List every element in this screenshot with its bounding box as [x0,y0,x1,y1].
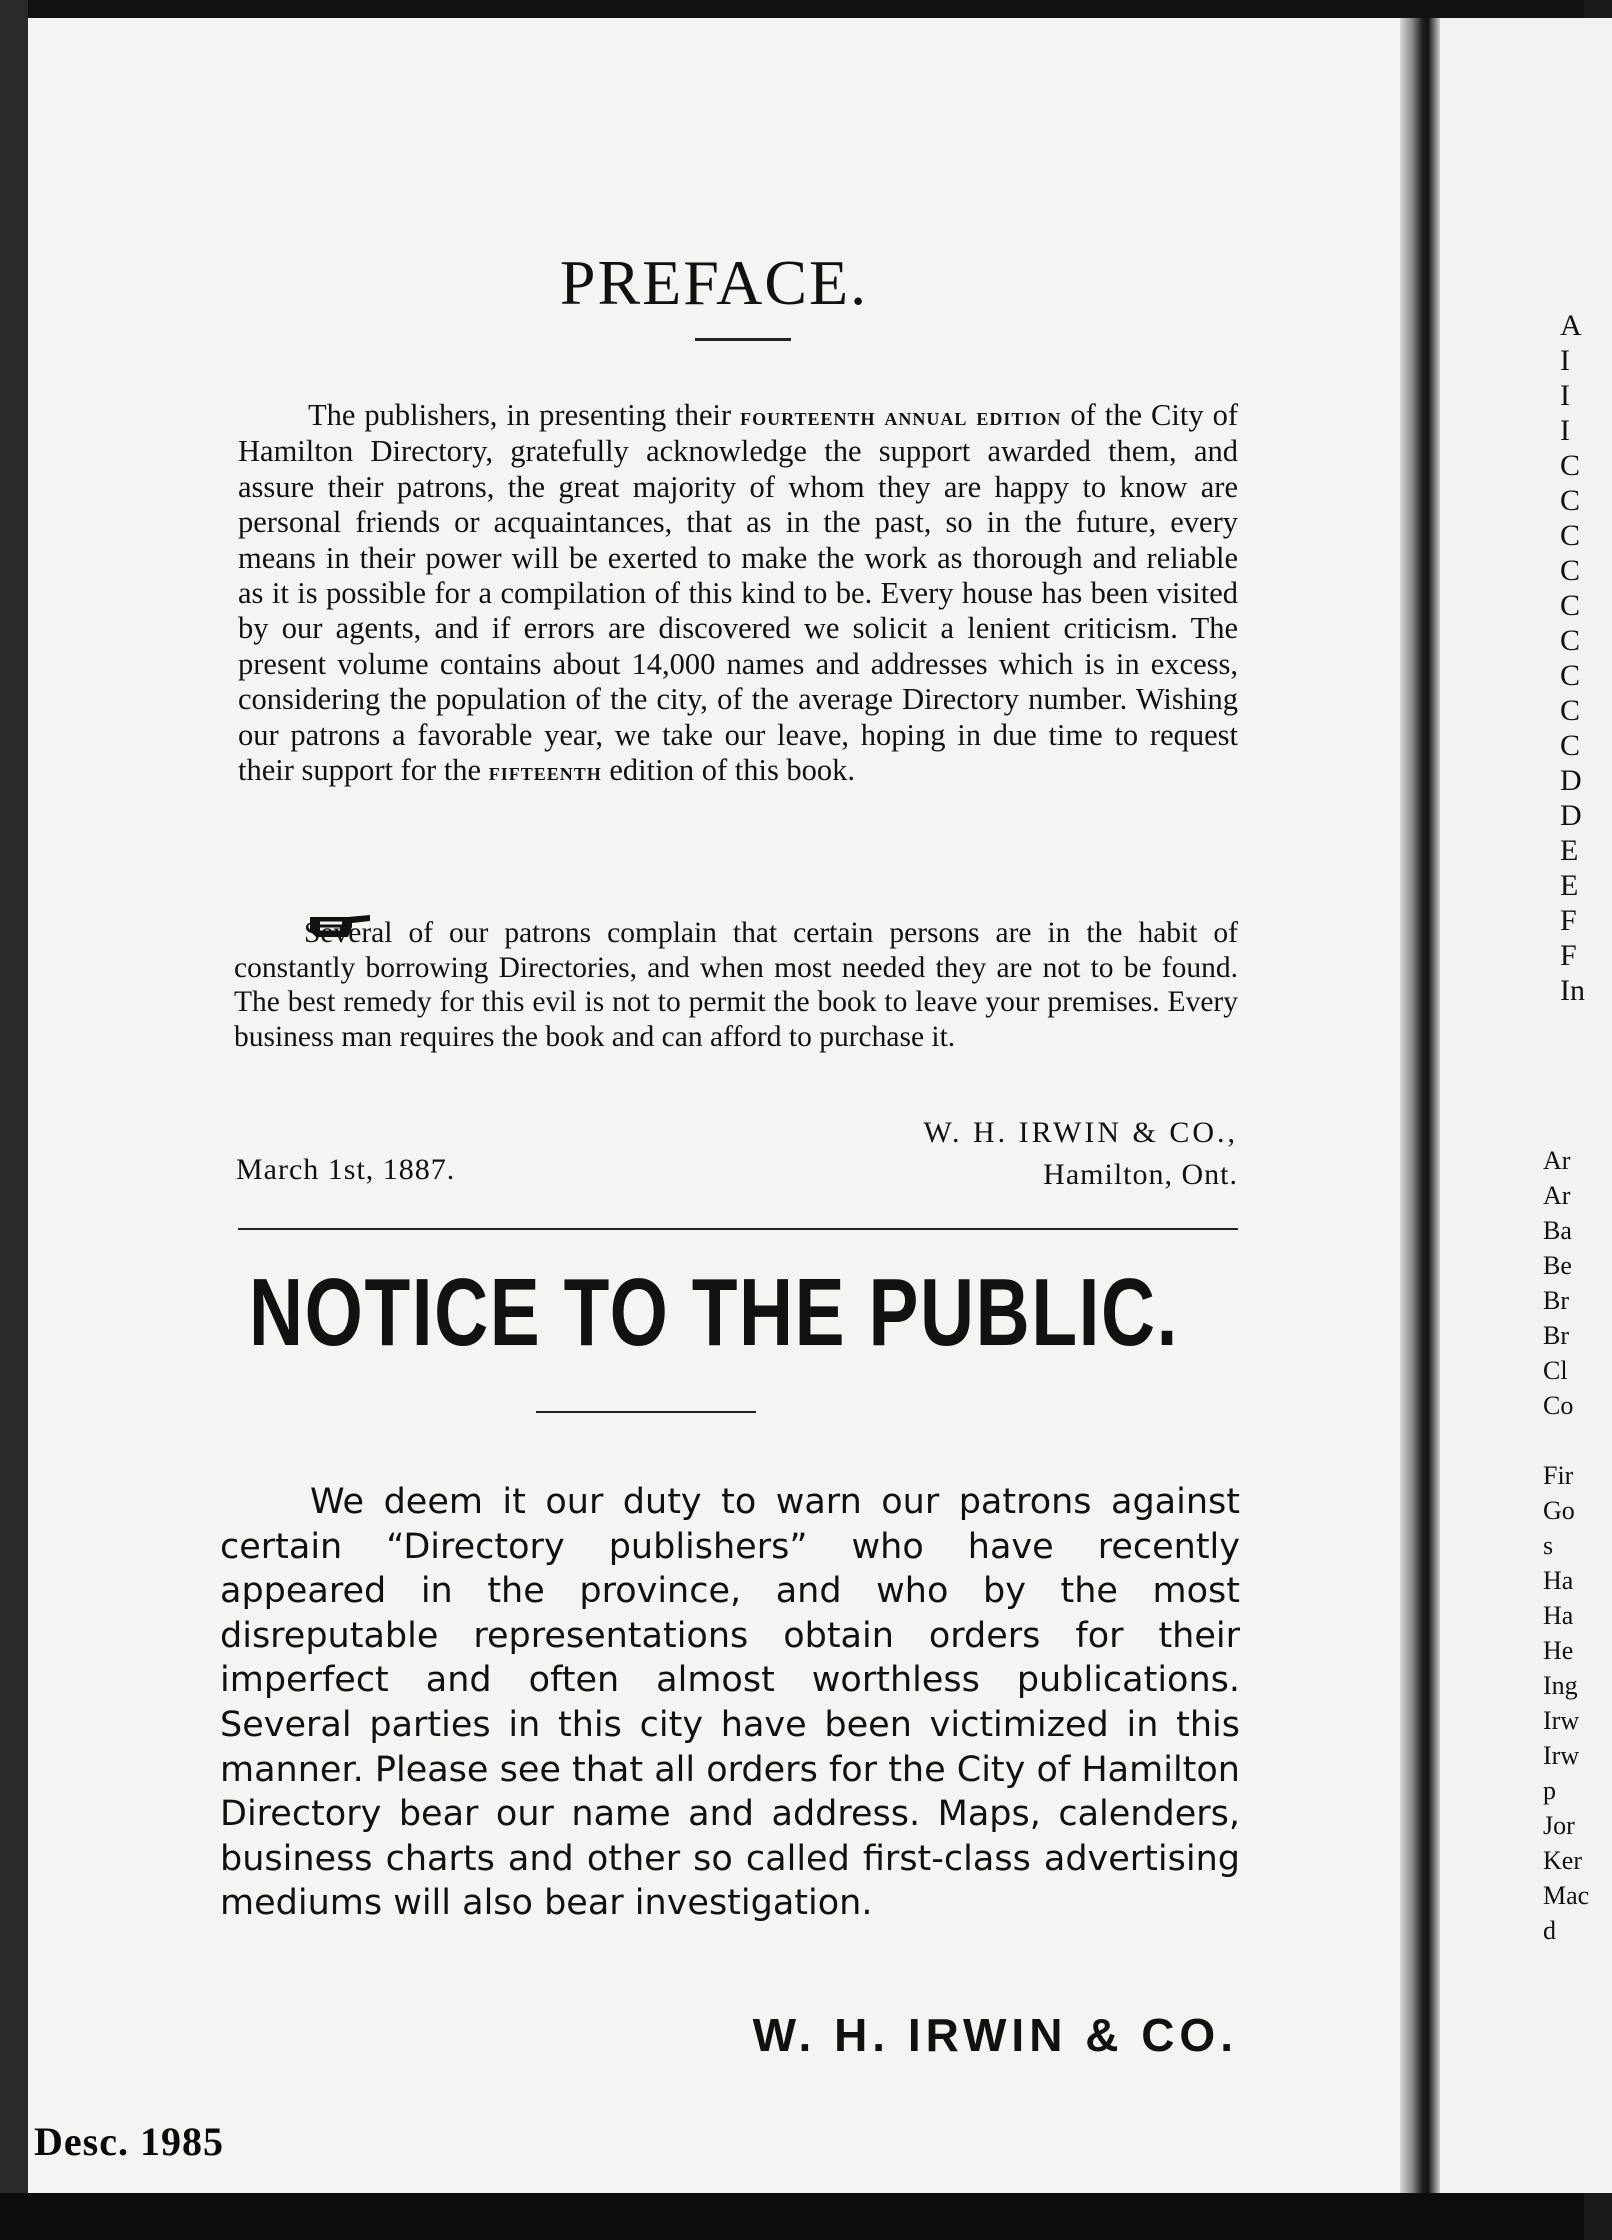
facing-page-fragment: Cl [1543,1356,1568,1385]
facing-page-fragment: C [1560,554,1581,587]
notice-body: We deem it our duty to warn our patrons against certain “Directory publishers” who have recently appeared in the province, and who by the most disreputable representations obtain orders for their imperfect and often almost worthless publications. Several parties in this city have been victimized in this manner. Please see that all orders for the City of Hamilton Directory bear our name and address. Maps, calenders, business charts and other so called first-class advertising mediums will also bear investigation. [220,1482,1240,1924]
facing-page-fragment: d [1543,1916,1556,1945]
facing-page-fragment: C [1560,729,1581,762]
preface-title: PREFACE. [559,247,869,318]
facing-page-fragment: C [1560,484,1581,517]
facing-page-fragment: Irw [1543,1706,1580,1735]
facing-page-fragment: Jor [1543,1811,1575,1840]
facing-page-fragment: Br [1543,1286,1569,1315]
facing-page-fragment: Ha [1543,1566,1574,1595]
facing-page-fragment: Be [1543,1251,1572,1280]
notice-signature: W. H. IRWIN & CO. [752,2009,1238,2061]
facing-page-fragment: C [1560,519,1581,552]
facing-page-fragment: Ha [1543,1601,1574,1630]
notice-title-rule [536,1411,756,1413]
facing-page-fragment: Go [1543,1496,1575,1525]
preface-signature-name: W. H. IRWIN & CO., [923,1116,1238,1149]
facing-page-fragment: Irw [1543,1741,1580,1770]
facing-page-fragment: He [1543,1636,1574,1665]
facing-page-fragment: C [1560,624,1581,657]
facing-page-index-top [1560,308,1585,1008]
facing-page-fragment: s [1543,1531,1554,1560]
scan-bottom-border [0,2193,1584,2240]
borrowing-notice: Several of our patrons complain that certain persons are in the habit of constantly borrowing Directories, and when most needed they are not to be found. The best remedy for this evil is not to permit the book to leave your premises. Every business man requires the book and can afford to purchase it. [234,917,1238,1053]
facing-page-fragment: Ker [1543,1846,1582,1875]
facing-page-fragment: In [1560,974,1585,1007]
facing-page-fragment: E [1560,834,1579,867]
facing-page-fragment: F [1560,904,1577,937]
facing-page-fragment: I [1560,344,1570,377]
facing-page-fragment: Ing [1543,1671,1578,1700]
facing-page-fragment: I [1560,414,1570,447]
preface-text-3: edition of this book. [601,753,856,788]
scan-left-border [0,0,28,2240]
facing-page-index-bottom [1543,1143,1589,1948]
facing-page-fragment: Mac [1543,1881,1590,1910]
facing-page-fragment: D [1560,764,1582,797]
facing-page-fragment: C [1560,694,1581,727]
title-rule [695,338,791,341]
facing-page-fragment: D [1560,799,1582,832]
facing-page-fragment: C [1560,659,1581,692]
scan-top-border [0,0,1584,18]
facing-page-fragment: Ar [1543,1146,1571,1175]
preface-text-2: of the City of Hamilton Directory, gratefully acknowledge the support awarded them, and assure their patrons, the great majority of whom they are happy to know are personal friends or acquaintances, that as in the past, so in the future, every means in their power will be exerted to make the work as thorough and reliable as it is possible for a compilation of this kind to be. Every house has been visited by our agents, and if errors are discovered we solicit a lenient criticism. The present volume contains about 14,000 names and addresses which is in excess, considering the population of the city, of the average Directory number. Wishing our patrons a favorable year, we take our leave, hoping in due time to request their support for the [238,398,1239,788]
facing-page-fragment: Fir [1543,1461,1574,1490]
notice-title: NOTICE TO THE PUBLIC. [249,1259,1179,1366]
facing-page-fragment: Co [1543,1391,1574,1420]
facing-page-fragment: Ar [1543,1181,1571,1210]
preface-body [238,398,1238,789]
directory-page [28,18,1400,2193]
preface-date: March 1st, 1887. [236,1153,456,1186]
preface-next-edition-smallcaps: fifteenth [488,757,602,787]
preface-edition-smallcaps: fourteenth annual edition [740,402,1062,431]
facing-page-fragment: C [1560,589,1581,622]
facing-page-fragment: Br [1543,1321,1569,1350]
library-stamp: Desc. 1985 [34,2119,224,2164]
facing-page-fragment: Ba [1543,1216,1572,1245]
preface-text-1: The publishers, in presenting their [308,398,741,432]
section-divider [238,1228,1238,1230]
preface-signature-place: Hamilton, Ont. [1043,1158,1238,1191]
facing-page-fragment: I [1560,379,1570,412]
book-gutter [1400,18,1440,2193]
facing-page-fragment: E [1560,869,1579,902]
facing-page-fragment: C [1560,449,1581,482]
facing-page-fragment [1543,1423,1589,1458]
facing-page-fragment: F [1560,939,1577,972]
facing-page-fragment: A [1560,309,1582,342]
facing-page-fragment: p [1543,1776,1556,1805]
